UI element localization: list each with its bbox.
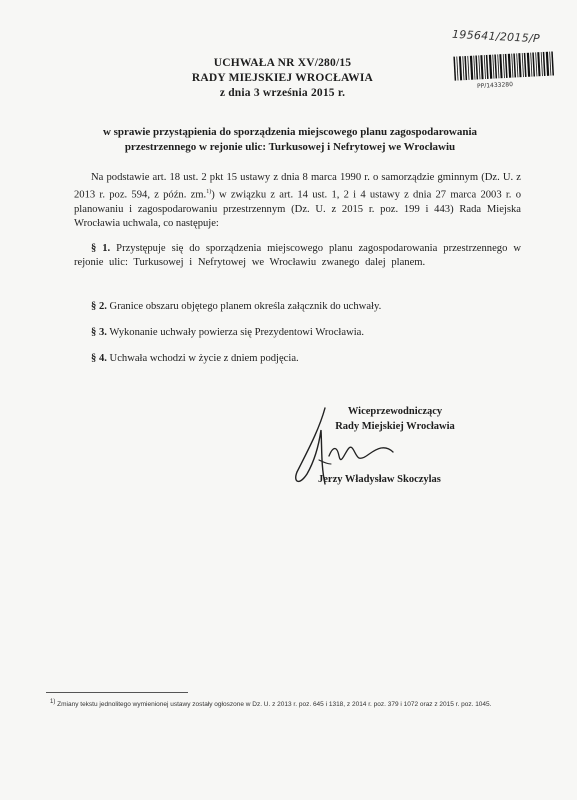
- footnote-text: Zmiany tekstu jednolitego wymienionej ustawy zostały ogłoszone w Dz. U. z 2013 r. poz. 645 i 1318, z 2014 r. poz. 379 i 1072 oraz z 2015 r. poz. 1045.: [55, 701, 492, 709]
- legal-basis-paragraph: [74, 171, 521, 231]
- signatory-role: Wiceprzewodniczący: [347, 406, 443, 417]
- resolution-header: [150, 56, 415, 101]
- section-mark: § 3.: [91, 327, 107, 338]
- signatory-body: Rady Miejskiej Wrocławia: [335, 421, 455, 432]
- section-text: Wykonanie uchwały powierza się Prezydentowi Wrocławia.: [106, 327, 365, 338]
- footnote-divider: [46, 692, 188, 693]
- section-4: [91, 352, 538, 366]
- handwritten-registry-number: 195641/2015/P: [451, 27, 541, 46]
- section-mark: § 4.: [91, 353, 107, 364]
- handwritten-signature-icon: [285, 400, 395, 500]
- preamble-text-after: ) w związku z art. 14 ust. 1, 2 i 4 ustawy z dnia 27 marca 2003 r. o planowaniu i zagospodarowaniu przestrzennym (Dz. U. z 2015 r. poz. 199 i 443) Rada Miejska Wrocławia uchwala, co następuje:: [74, 189, 521, 229]
- section-1: [74, 242, 521, 270]
- resolution-subject: [60, 125, 520, 155]
- resolution-number: UCHWAŁA NR XV/280/15: [213, 57, 352, 69]
- resolution-date: z dnia 3 września 2015 r.: [219, 87, 346, 99]
- council-name: RADY MIEJSKIEJ WROCŁAWIA: [191, 72, 374, 84]
- subject-line-2: przestrzennego w rejonie ulic: Turkusowej i Nefrytowej we Wrocławiu: [124, 141, 456, 153]
- barcode-icon: [452, 50, 558, 84]
- barcode-number: PP/1433280: [476, 81, 514, 90]
- section-text: Uchwała wchodzi w życie z dniem podjęcia.: [106, 353, 299, 364]
- section-text: Przystępuje się do sporządzenia miejscowego planu zagospodarowania przestrzennego w rejonie ulic: Turkusowej i Nefrytowej we Wrocławiu zwanego dalej planem.: [74, 243, 522, 268]
- footnote: [50, 698, 530, 709]
- footnote-mark: 1): [50, 699, 56, 705]
- subject-line-1: w sprawie przystąpienia do sporządzenia miejscowego planu zagospodarowania: [102, 126, 478, 138]
- section-mark: § 2.: [91, 301, 107, 312]
- preamble-text-before: Na podstawie art. 18 ust. 2 pkt 15 ustawy z dnia 8 marca 1990 r. o samorządzie gminnym (Dz. U. z 2013 r. poz. 594, z późn. zm.: [74, 172, 521, 201]
- section-2: [91, 300, 538, 314]
- section-text: Granice obszaru objętego planem określa załącznik do uchwały.: [106, 301, 382, 312]
- signatory-name: Jerzy Władysław Skoczylas: [318, 474, 441, 485]
- footnote-reference: 1): [206, 189, 212, 195]
- section-3: [91, 326, 538, 340]
- section-mark: § 1.: [91, 243, 111, 254]
